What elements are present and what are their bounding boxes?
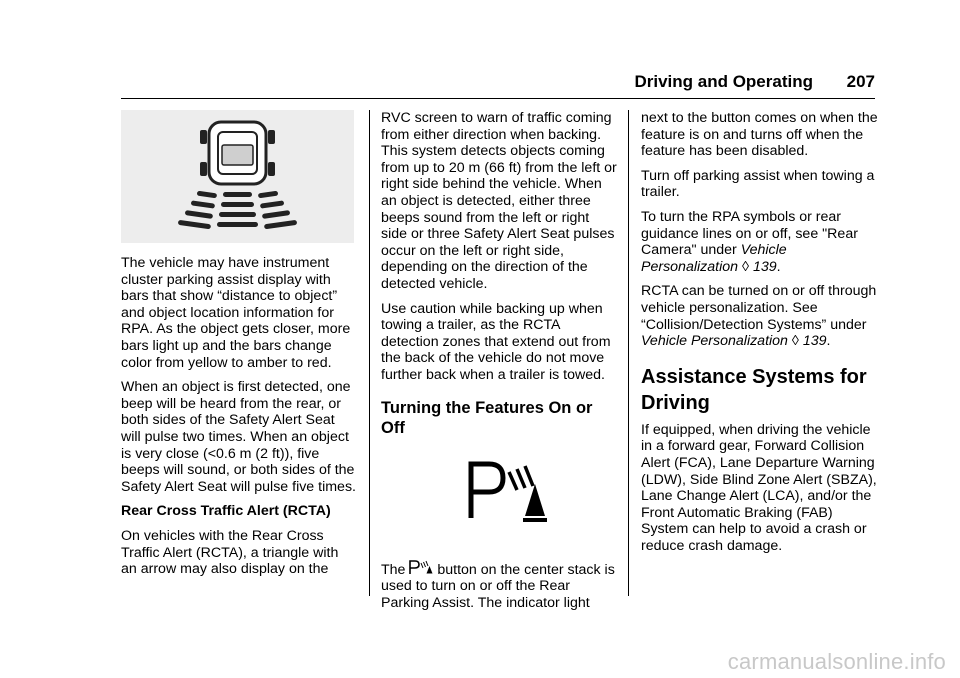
parking-assist-button-icon (409, 560, 433, 575)
paragraph: On vehicles with the Rear Cross Traffic Alert (RCTA), a triangle with an arrow may also display on the (121, 527, 339, 578)
reference-arrow-icon: ◊ (741, 258, 749, 275)
column-divider (628, 110, 629, 596)
page-reference[interactable]: 139 (802, 333, 827, 350)
column-divider (369, 110, 370, 596)
section-heading: Turning the Features On or Off (381, 398, 593, 437)
section-heading: Assistance Systems for Driving (641, 365, 867, 414)
run-in-heading: Rear Cross Traffic Alert (RCTA) (121, 503, 331, 520)
section-title: Driving and Operating (634, 72, 813, 91)
parking-assist-display-icon (121, 110, 354, 243)
paragraph (381, 560, 617, 612)
paragraph: The vehicle may have instrument cluster parking assist display with bars that show “distance to object” and object location information for RPA. As the object gets closer, more bars light up and the bars change color from yellow to amber to red. (121, 255, 351, 371)
paragraph: Use caution while backing up when towing a trailer, as the RCTA detection zones that extend out from the back of the vehicle do not move further back when a trailer is towed. (381, 300, 611, 383)
paragraph: If equipped, when driving the vehicle in a forward gear, Forward Collision Alert (FCA), Lane Departure Warning (LDW), Side Blind Zone Alert (SBZA), Lane Change Alert (LCA), and/or the Front Automatic Braking (FAB) System can help to avoid a crash or reduce crash damage. (641, 421, 877, 554)
reference-arrow-icon: ◊ (791, 333, 799, 350)
page-reference[interactable]: 139 (752, 258, 777, 275)
page-number: 207 (846, 72, 875, 91)
column-middle (381, 110, 617, 619)
parking-assist-button-icon (381, 460, 617, 546)
cross-reference-link[interactable]: Vehicle Personalization (641, 333, 788, 350)
text-run: The (381, 561, 406, 578)
paragraph: RCTA can be turned on or off through vehicle personalization. See “Collision/Detection Systems” under Vehicle Personalization ◊ 139. (641, 283, 877, 350)
paragraph: Turn off parking assist when towing a trailer. (641, 167, 875, 201)
column-right (641, 110, 879, 562)
paragraph: When an object is first detected, one beep will be heard from the rear, or both sides of the Safety Alert Seat will pulse two times. When an object is very close (<0.6 m (2 ft)), five beeps will sound, or both sides of the Safety Alert Seat will pulse five times. (121, 379, 356, 495)
text-run: To turn the RPA symbols or rear guidance lines on or off, see "Rear Camera" under (641, 208, 858, 259)
column-left (121, 110, 357, 586)
paragraph: RVC screen to warn of traffic coming from either direction when backing. This system detects objects coming from up to 20 m (66 ft) from the left or right side behind the vehicle. When an object is detected, either three beeps sound from the left or right side or three Safety Alert Seat pulses occur on the left or right side, depending on the direction of the detected vehicle. (381, 110, 617, 292)
cross-reference-link[interactable]: Vehicle Personalization (641, 242, 787, 275)
watermark: carmanualsonline.info (727, 649, 946, 674)
text-run: button on the center stack is used to turn on or off the Rear Parking Assist. The indicator light (381, 561, 615, 611)
page-header (121, 70, 875, 99)
text-run: RCTA can be turned on or off through vehicle personalization. See “Collision/Detection Systems” under (641, 283, 877, 333)
paragraph: To turn the RPA symbols or rear guidance lines on or off, see "Rear Camera" under Vehicle Personalization ◊ 139. (641, 208, 858, 275)
paragraph: next to the button comes on when the feature is on and turns off when the feature has been disabled. (641, 110, 878, 160)
